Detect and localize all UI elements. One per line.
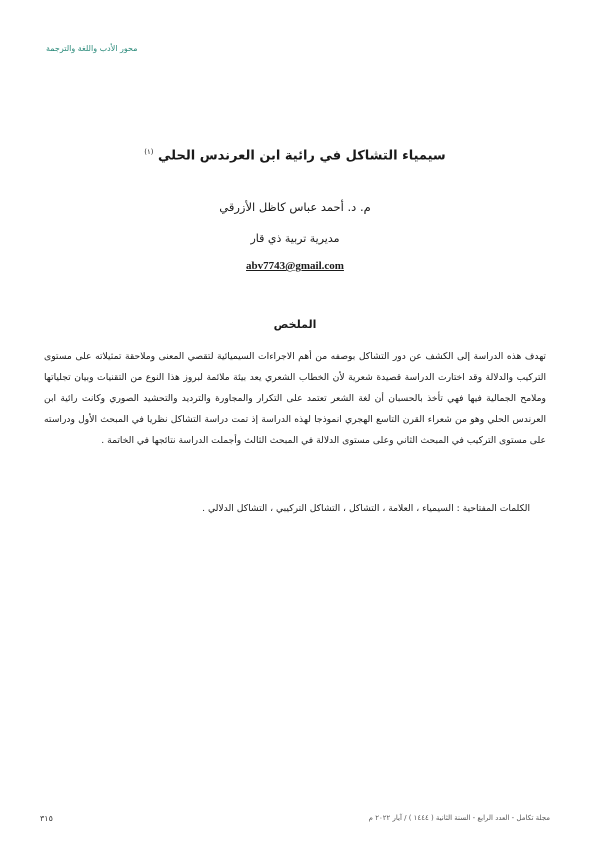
keywords: الكلمات المفتاحية : السيمياء ، العلامة ، التشاكل ، التشاكل التركيبي ، التشاكل الدلالي . — [202, 503, 530, 514]
article-title-text: سيمياء التشاكل في رائية ابن العرندس الحلي — [158, 148, 446, 164]
abstract-body: تهدف هذه الدراسة إلى الكشف عن دور التشاكل بوصفه من أهم الاجراءات السيميائية لتقصي المعنى وملاحقة تمثيلاته على مستوى التركيب والدلالة وقد اختارت الدراسة قصيدة شعرية لأن الخطاب الشعري يعد بيئة ملائمة لبروز هذا النوع من التقنيات وبيان تجلياتها وملامح الجمالية فيها فهي تأخذ بالحسبان أن لغة الشعر تعتمد على التكرار والمجاورة والترديد والتحشيد الصوري وكانت رائية ابن العرندس الحلي وهو من شعراء القرن التاسع الهجري انموذجا لهذه الدراسة إذ تمت دراسة التشاكل نظريا في المبحث الأول ودراسته على مستوى التركيب في المبحث الثاني وعلى مستوى الدلالة في المبحث الثالث وأجملت الدراسة نتائجها في الخاتمة . — [44, 351, 546, 446]
running-head: محور الأدب واللغة والترجمة — [46, 44, 138, 53]
article-title — [110, 148, 480, 163]
abstract-heading: الملخص — [273, 318, 317, 331]
author-email[interactable]: abv7743@gmail.com — [246, 260, 344, 272]
footer-citation: مجلة تكامل - العدد الرابع - السنة الثانية ( ١٤٤٤ ) / آيار ٢٠٢٢ م — [368, 814, 550, 822]
title-footnote-marker[interactable]: (١) — [144, 148, 154, 156]
author-affiliation: مديرية تربية ذي قار — [250, 232, 340, 245]
author-name: م. د. أحمد عباس كاظل الأزرقي — [219, 200, 371, 214]
page-footer — [40, 814, 550, 830]
page-number: ٣١٥ — [40, 814, 53, 823]
